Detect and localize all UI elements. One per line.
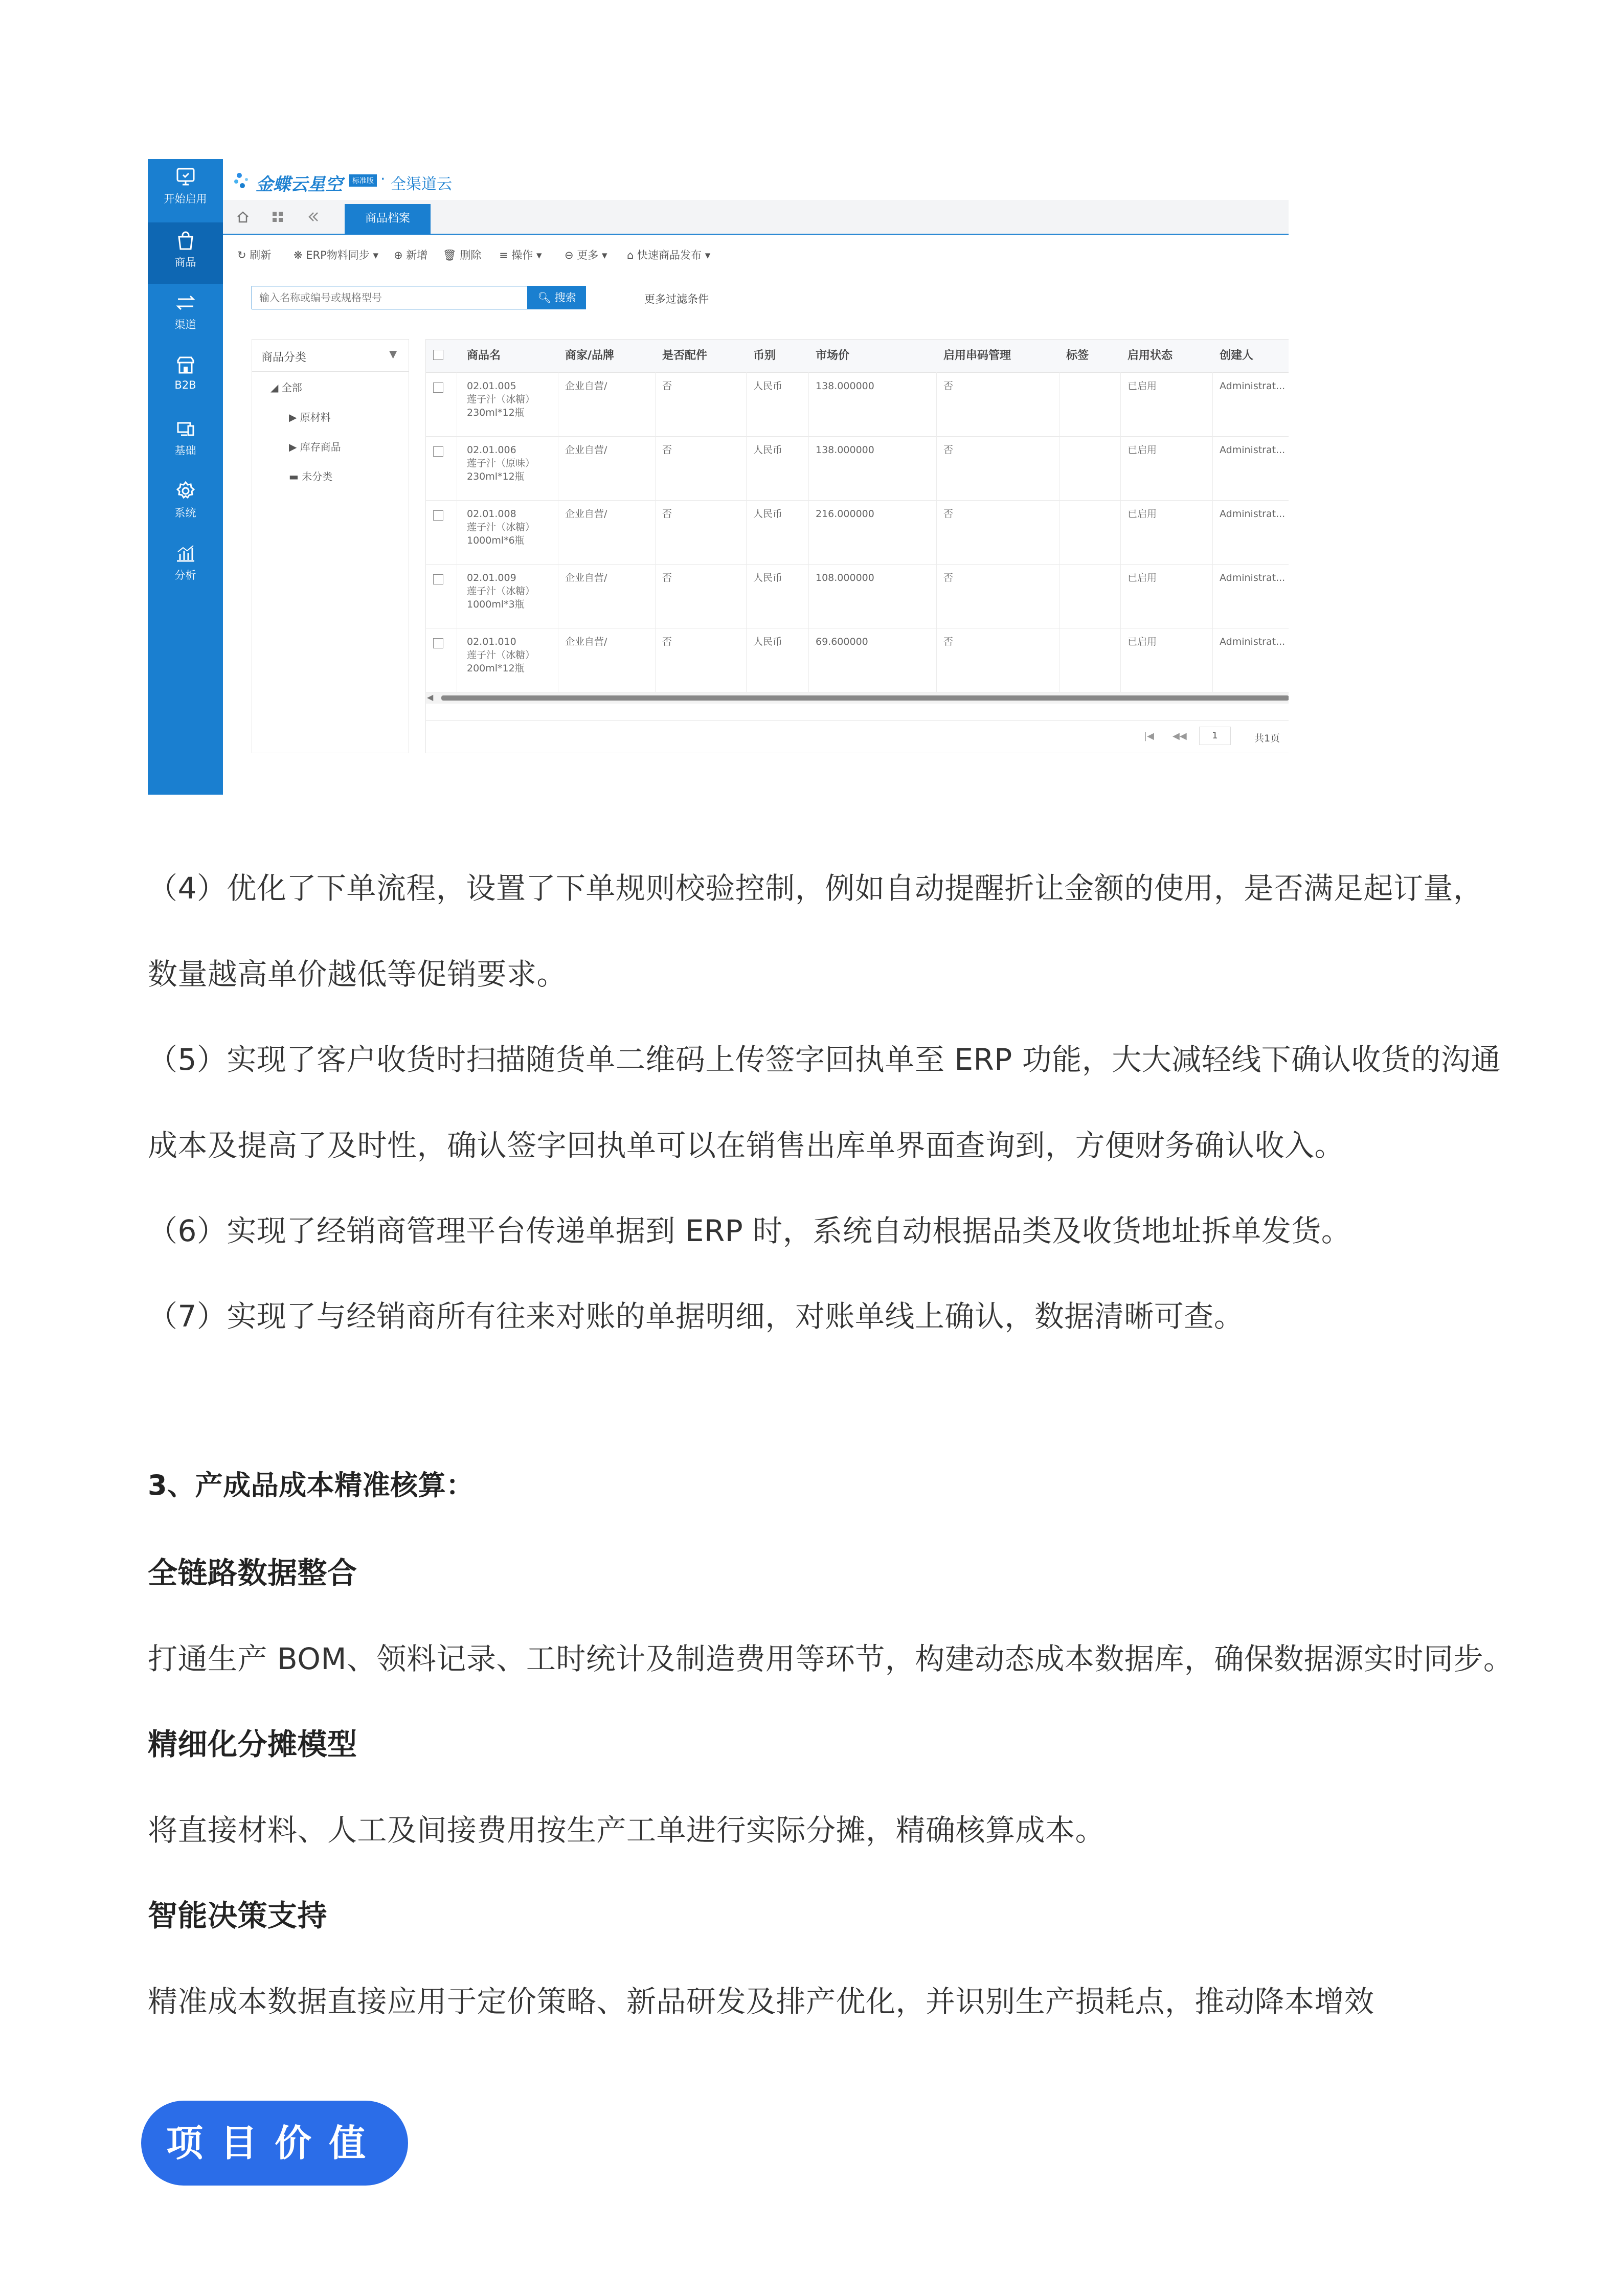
sidebar-item-label: B2B [174, 379, 196, 391]
search-input[interactable] [252, 286, 528, 309]
table-row[interactable] [426, 372, 1289, 437]
column-divider [1212, 436, 1213, 500]
refresh-icon: ↻ [237, 249, 250, 261]
subheading-allocation-model: 精细化分摊模型 [148, 1727, 357, 1762]
column-divider [1059, 436, 1060, 500]
column-divider [1120, 500, 1121, 564]
kingdee-logo-icon [232, 170, 253, 191]
column-divider [746, 500, 747, 564]
column-divider [1120, 436, 1121, 500]
analytics-icon [175, 543, 196, 564]
row-checkbox[interactable] [433, 510, 443, 521]
cell-price: 69.600000 [816, 636, 868, 647]
col-header-creator[interactable]: 创建人 [1220, 349, 1254, 362]
column-divider [746, 436, 747, 500]
separator-dot: · [380, 170, 386, 188]
toolbar [223, 235, 1289, 274]
erp-screenshot [148, 159, 1289, 795]
col-header-tag[interactable]: 标签 [1066, 349, 1089, 362]
col-header-name[interactable]: 商品名 [467, 349, 501, 362]
column-divider [936, 500, 937, 564]
tab-goods-archive[interactable]: 商品档案 [345, 204, 431, 234]
cell-product-name: 莲子汁（冰糖） [467, 586, 535, 597]
cell-product-spec: 1000ml*3瓶 [467, 599, 525, 610]
caret-down-icon: ▾ [369, 249, 379, 261]
column-divider [655, 500, 656, 564]
cell-creator: Administrat... [1220, 380, 1286, 392]
paragraph-6: （6）实现了经销商管理平台传递单据到 ERP 时，系统自动根据品类及收货地址拆单发货。 [148, 1213, 1351, 1248]
cell-creator: Administrat... [1220, 572, 1286, 583]
col-header-brand[interactable]: 商家/品牌 [565, 349, 615, 362]
section-3-heading: 3、产成品成本精准核算： [148, 1469, 474, 1501]
column-divider [1120, 564, 1121, 628]
apps-grid-icon[interactable] [271, 210, 284, 223]
cell-product-spec: 230ml*12瓶 [467, 407, 525, 418]
category-item-raw[interactable] [289, 409, 331, 424]
sidebar-item-start[interactable] [148, 166, 223, 221]
cell-price: 138.000000 [816, 380, 874, 392]
cell-creator: Administrat... [1220, 636, 1286, 647]
cell-creator: Administrat... [1220, 508, 1286, 520]
column-divider [655, 564, 656, 628]
column-divider [1059, 372, 1060, 436]
cell-accessory: 否 [662, 444, 672, 456]
goods-table [425, 339, 1289, 753]
cell-product-name: 莲子汁（冰糖） [467, 394, 535, 405]
table-header [426, 340, 1289, 373]
minus-circle-icon: ⊖ [565, 249, 577, 261]
category-item-uncategorized[interactable] [289, 468, 332, 483]
column-divider [746, 564, 747, 628]
category-header[interactable] [252, 340, 409, 372]
column-divider [746, 628, 747, 692]
column-divider [1212, 372, 1213, 436]
caret-down-icon: ▾ [702, 249, 711, 261]
sync-icon: ❋ [294, 249, 306, 261]
column-divider [808, 436, 809, 500]
shopping-bag-icon [175, 230, 196, 251]
list-icon: ≡ [499, 249, 512, 261]
column-divider [1059, 564, 1060, 628]
caret-down-icon: ▾ [598, 249, 607, 261]
cell-status: 已启用 [1128, 508, 1157, 520]
cell-serial: 否 [943, 572, 954, 583]
cell-accessory: 否 [662, 572, 672, 583]
paragraph-7: （7）实现了与经销商所有往来对账的单据明细，对账单线上确认，数据清晰可查。 [148, 1299, 1244, 1334]
cell-product [467, 507, 535, 547]
cell-product [467, 443, 535, 483]
tab-bar [223, 200, 1289, 235]
cell-brand: 企业自营/ [565, 444, 607, 456]
cell-serial: 否 [943, 444, 954, 456]
search-icon: 🔍︎ [537, 291, 555, 304]
text-data-integration: 打通生产 BOM、领料记录、工时统计及制造费用等环节，构建动态成本数据库，确保数据源实时同步。 [148, 1641, 1514, 1676]
cell-brand: 企业自营/ [565, 572, 607, 583]
cell-product-spec: 1000ml*6瓶 [467, 535, 525, 546]
paragraph-5-line-2: 成本及提高了及时性，确认签字回执单可以在销售出库单界面查询到，方便财务确认收入。 [148, 1128, 1345, 1163]
cell-status: 已启用 [1128, 636, 1157, 647]
cell-serial: 否 [943, 380, 954, 392]
add-label: 新增 [406, 249, 428, 261]
cell-brand: 企业自营/ [565, 380, 607, 392]
category-label: 库存商品 [300, 441, 341, 453]
arrows-swap-icon [175, 292, 196, 313]
collapsed-arrow-icon: ▶ [289, 411, 300, 423]
publish-icon: ⌂ [627, 249, 638, 261]
table-row[interactable] [426, 436, 1289, 501]
category-label: 全部 [281, 381, 302, 394]
paragraph-5-line-1: （5）实现了客户收货时扫描随货单二维码上传签字回执单至 ERP 功能，大大减轻线下确认收货的沟通 [148, 1042, 1501, 1077]
cell-product-name: 莲子汁（冰糖） [467, 522, 535, 533]
row-checkbox[interactable] [433, 446, 443, 457]
sidebar-item-label: 开始启用 [164, 193, 207, 205]
erp-sync-button[interactable] [294, 247, 378, 262]
operate-label: 操作 [511, 249, 533, 261]
cell-product-code: 02.01.009 [467, 572, 516, 583]
search-button[interactable] [528, 286, 586, 309]
prev-page-icon[interactable]: ◀◀ [1173, 731, 1187, 741]
cell-status: 已启用 [1128, 380, 1157, 392]
more-label: 更多 [577, 249, 599, 261]
column-divider [1120, 372, 1121, 436]
cell-currency: 人民币 [753, 380, 783, 392]
sidebar-item-base[interactable] [148, 418, 223, 473]
category-label: 未分类 [302, 470, 333, 483]
add-button[interactable] [394, 247, 427, 262]
table-row[interactable] [426, 628, 1289, 692]
sidebar-item-goods[interactable] [148, 222, 223, 284]
quick-publish-button[interactable] [627, 247, 710, 262]
table-row[interactable] [426, 500, 1289, 565]
header-bar [223, 159, 1289, 200]
cell-price: 138.000000 [816, 444, 874, 456]
plus-circle-icon: ⊕ [394, 249, 407, 261]
more-filters-link[interactable]: 更多过滤条件 [644, 293, 709, 305]
col-header-accessory[interactable]: 是否配件 [662, 349, 708, 362]
home-icon[interactable] [236, 210, 250, 223]
sidebar [148, 159, 223, 795]
category-item-all[interactable] [270, 379, 302, 394]
store-icon [175, 354, 196, 376]
column-divider [1212, 500, 1213, 564]
cell-product [467, 571, 535, 611]
scrollbar-thumb[interactable] [441, 695, 1289, 701]
column-divider [936, 628, 937, 692]
column-divider [746, 372, 747, 436]
text-allocation-model: 将直接材料、人工及间接费用按生产工单进行实际分摊，精确核算成本。 [148, 1813, 1106, 1848]
cell-status: 已启用 [1128, 444, 1157, 456]
paragraph-4-line-1: （4）优化了下单流程，设置了下单规则校验控制，例如自动提醒折让金额的使用，是否满足起订量， [148, 871, 1483, 906]
col-header-price[interactable]: 市场价 [816, 349, 850, 362]
sidebar-item-analysis[interactable] [148, 543, 223, 598]
caret-down-icon: ▾ [533, 249, 542, 261]
cell-product-spec: 200ml*12瓶 [467, 663, 525, 674]
row-checkbox[interactable] [433, 382, 443, 393]
column-divider [1212, 628, 1213, 692]
col-header-currency[interactable]: 币别 [753, 349, 776, 362]
sidebar-item-b2b[interactable] [148, 354, 223, 410]
sidebar-item-label: 系统 [174, 507, 196, 519]
cell-brand: 企业自营/ [565, 508, 607, 520]
column-divider [655, 628, 656, 692]
cell-product [467, 635, 535, 675]
sidebar-item-label: 商品 [174, 256, 196, 268]
col-header-serial[interactable]: 启用串码管理 [943, 349, 1011, 362]
category-title: 商品分类 [261, 351, 307, 364]
cell-serial: 否 [943, 636, 954, 647]
category-panel [252, 339, 409, 753]
sidebar-item-system[interactable] [148, 480, 223, 535]
cell-product-code: 02.01.005 [467, 380, 516, 392]
select-all-checkbox[interactable] [433, 350, 443, 360]
scroll-left-icon[interactable]: ◀ [427, 692, 434, 702]
devices-icon [175, 418, 196, 439]
cell-product-code: 02.01.006 [467, 444, 516, 456]
cell-accessory: 否 [662, 636, 672, 647]
cell-currency: 人民币 [753, 572, 783, 583]
cell-currency: 人民币 [753, 444, 783, 456]
category-label: 原材料 [300, 411, 331, 423]
monitor-icon [175, 166, 196, 188]
quick-publish-label: 快速商品发布 [637, 249, 702, 261]
expanded-arrow-icon: ◢ [270, 381, 282, 394]
col-header-status[interactable]: 启用状态 [1128, 349, 1173, 362]
cell-product-code: 02.01.008 [467, 508, 516, 520]
product-name: 全渠道云 [391, 175, 452, 193]
cell-status: 已启用 [1128, 572, 1157, 583]
refresh-button[interactable] [237, 247, 271, 262]
collapse-left-icon[interactable] [307, 210, 320, 223]
cell-price: 108.000000 [816, 572, 874, 583]
page-input[interactable]: 1 [1199, 727, 1231, 745]
delete-label: 删除 [460, 249, 482, 261]
brand-name: 金蝶云星空 [256, 174, 343, 195]
sidebar-item-label: 分析 [174, 569, 196, 581]
column-divider [1059, 628, 1060, 692]
cell-currency: 人民币 [753, 508, 783, 520]
column-divider [936, 564, 937, 628]
first-page-icon[interactable]: |◀ [1144, 731, 1154, 741]
sidebar-item-channel[interactable] [148, 292, 223, 347]
more-button[interactable] [565, 247, 607, 262]
column-divider [936, 436, 937, 500]
column-divider [655, 436, 656, 500]
cell-price: 216.000000 [816, 508, 874, 520]
subheading-decision-support: 智能决策支持 [148, 1898, 328, 1933]
sidebar-item-label: 基础 [174, 444, 196, 457]
column-divider [808, 628, 809, 692]
column-divider [936, 372, 937, 436]
column-divider [808, 372, 809, 436]
project-value-badge: 项目价值 [141, 2101, 408, 2186]
cell-product-name: 莲子汁（原味） [467, 458, 535, 469]
edition-badge: 标准版 [349, 174, 377, 187]
refresh-label: 刷新 [250, 249, 272, 261]
column-divider [1059, 500, 1060, 564]
category-item-stock[interactable] [289, 439, 341, 454]
cell-creator: Administrat... [1220, 444, 1286, 456]
search-button-label: 搜索 [554, 291, 576, 304]
column-divider [808, 564, 809, 628]
cell-accessory: 否 [662, 380, 672, 392]
paragraph-4-line-2: 数量越高单价越低等促销要求。 [148, 957, 567, 992]
cell-product-code: 02.01.010 [467, 636, 516, 647]
gear-icon [175, 480, 196, 502]
collapsed-arrow-icon: ▶ [289, 441, 300, 453]
cell-product-spec: 230ml*12瓶 [467, 471, 525, 482]
cell-currency: 人民币 [753, 636, 783, 647]
column-divider [808, 500, 809, 564]
column-divider [1120, 628, 1121, 692]
main-content [223, 273, 1289, 795]
folder-icon: ▬ [289, 470, 302, 483]
text-decision-support: 精准成本数据直接应用于定价策略、新品研发及排产优化，并识别生产损耗点，推动降本增效 [148, 1984, 1374, 2019]
delete-button[interactable] [443, 247, 481, 262]
chevron-down-icon: ▼ [389, 348, 397, 360]
sidebar-item-label: 渠道 [174, 319, 196, 331]
operate-button[interactable] [499, 247, 542, 262]
cell-accessory: 否 [662, 508, 672, 520]
cell-product-name: 莲子汁（冰糖） [467, 649, 535, 661]
column-divider [655, 372, 656, 436]
page-total: 共1页 [1254, 733, 1280, 744]
erp-sync-label: ERP物料同步 [306, 249, 370, 261]
pager [426, 720, 1289, 753]
trash-icon: 🗑 [443, 249, 460, 261]
cell-serial: 否 [943, 508, 954, 520]
table-row[interactable] [426, 564, 1289, 628]
column-divider [1212, 564, 1213, 628]
cell-product [467, 379, 535, 419]
horizontal-scrollbar[interactable] [426, 692, 1289, 704]
cell-brand: 企业自营/ [565, 636, 607, 647]
subheading-data-integration: 全链路数据整合 [148, 1556, 357, 1590]
row-checkbox[interactable] [433, 574, 443, 584]
row-checkbox[interactable] [433, 638, 443, 648]
